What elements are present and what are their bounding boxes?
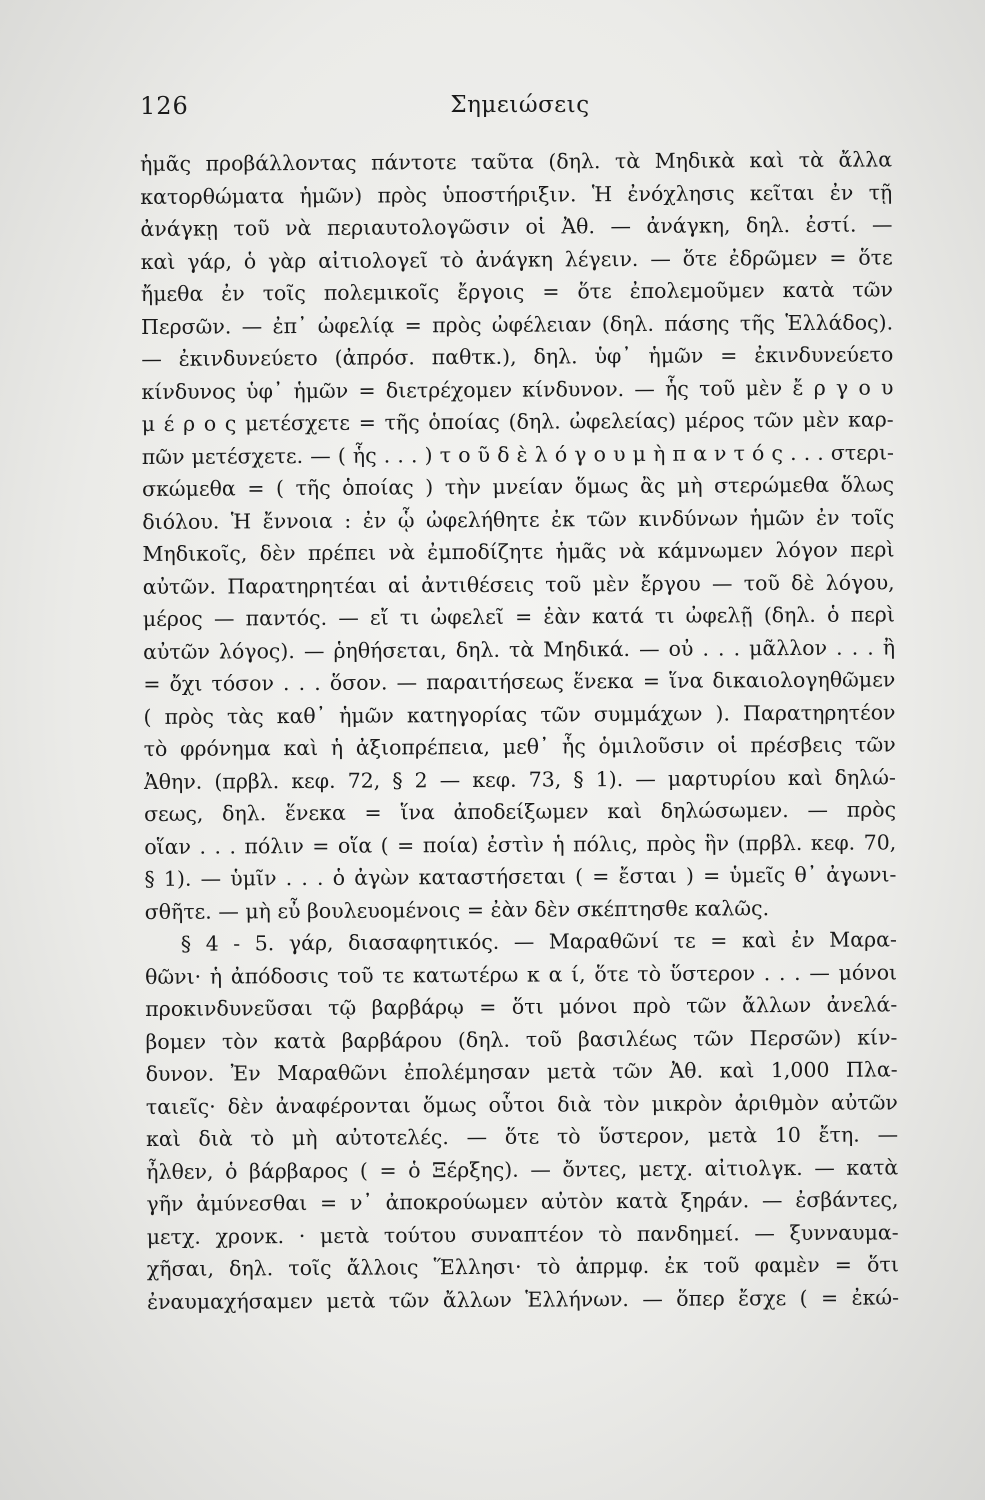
text-line: οἵαν . . . πόλιν = οἵα ( = ποία) ἐστὶν ἡ πόλις, πρὸς ἣν (πρβλ. κεφ. 70, <box>144 829 897 859</box>
text-line: ταιεῖς· δὲν ἀναφέρονται ὅμως οὗτοι διὰ τὸν μικρὸν ἀριθμὸν αὐτῶν <box>145 1089 898 1119</box>
text-line: πῶν μετέσχετε. — ( ἧς . . . ) τ ο ῦ δ ὲ λ ό γ ο υ μ ὴ π α ν τ ό ς . . . στερι- <box>141 439 894 469</box>
text-line: μετχ. χρονκ. · μετὰ τούτου συναπτέον τὸ πανδημεί. — ξυνναυμα- <box>146 1219 899 1249</box>
text-line: τὸ φρόνημα καὶ ἡ ἀξιοπρέπεια, μεθ᾽ ἧς ὁμιλοῦσιν οἱ πρέσβεις τῶν <box>143 732 896 761</box>
text-line: δυνον. Ἐν Μαραθῶνι ἐπολέμησαν μετὰ τῶν Ἀθ. καὶ 1,000 Πλα- <box>145 1057 898 1086</box>
text-line: αὐτῶν. Παρατηρητέαι αἱ ἀντιθέσεις τοῦ μὲν ἔργου — τοῦ δὲ λόγου, <box>142 569 895 599</box>
text-line: καὶ γάρ, ὁ γὰρ αἰτιολογεῖ τὸ ἀνάγκη λέγειν. — ὅτε ἐδρῶμεν = ὅτε <box>140 244 893 274</box>
text-line: = ὄχι τόσον . . . ὅσον. — παραιτήσεως ἕνεκα = ἵνα δικαιολογηθῶμεν <box>143 667 896 696</box>
text-line: θῶνι· ἡ ἀπόδοσις τοῦ τε κατωτέρω κ α ί, ὅτε τὸ ὕστερον . . . — μόνοι <box>144 959 898 989</box>
text-line: διόλου. Ἡ ἔννοια : ἐν ᾧ ὠφελήθητε ἐκ τῶν κινδύνων ἡμῶν ἐν τοῖς <box>142 504 895 534</box>
page-header <box>140 92 900 132</box>
page-body-text <box>140 143 899 1318</box>
text-line: ἦλθεν, ὁ βάρβαρος ( = ὁ Ξέρξης). — ὄντες, μετχ. αἰτιολγκ. — κατὰ <box>146 1154 899 1184</box>
text-line: βομεν τὸν κατὰ βαρβάρου (δηλ. τοῦ βασιλέως τῶν Περσῶν) κίν- <box>145 1024 898 1054</box>
text-line: σθῆτε. — μὴ εὖ βουλευομένοις = ἐὰν δὲν σκέπτησθε καλῶς. <box>144 895 770 924</box>
running-title: Σημειώσεις <box>450 92 590 118</box>
text-line: χῆσαι, δηλ. τοῖς ἄλλοις Ἕλλησι· τὸ ἀπρμφ. ἐκ τοῦ φαμὲν = ὅτι <box>146 1252 899 1281</box>
text-line: κατορθώματα ἡμῶν) πρὸς ὑποστήριξιν. Ἡ ἐνόχλησις κεῖται ἐν τῇ <box>140 179 893 209</box>
text-line: Ἀθην. (πρβλ. κεφ. 72, § 2 — κεφ. 73, § 1). — μαρτυρίου καὶ δηλώ- <box>143 764 896 794</box>
text-line: ἡμᾶς προβάλλοντας πάντοτε ταῦτα (δηλ. τὰ Μηδικὰ καὶ τὰ ἄλλα <box>140 147 893 176</box>
text-line: προκινδυνεῦσαι τῷ βαρβάρῳ = ὅτι μόνοι πρὸ τῶν ἄλλων ἀνελά- <box>145 992 898 1021</box>
text-line: § 1). — ὑμῖν . . . ὁ ἀγὼν καταστήσεται ( = ἔσται ) = ὑμεῖς θ᾽ ἀγωνι- <box>144 862 897 891</box>
text-line: καὶ διὰ τὸ μὴ αὐτοτελές. — ὅτε τὸ ὕστερον, μετὰ 10 ἔτη. — <box>145 1122 899 1151</box>
text-line: Μηδικοῖς, δὲν πρέπει νὰ ἐμποδίζητε ἡμᾶς νὰ κάμνωμεν λόγον περὶ <box>142 537 895 566</box>
page-number: 126 <box>140 92 189 120</box>
text-line: αὐτῶν λόγος). — ῥηθήσεται, δηλ. τὰ Μηδικά. — οὐ . . . μᾶλλον . . . ἢ <box>143 634 896 664</box>
text-line: Περσῶν. — ἐπ᾽ ὠφελίᾳ = πρὸς ὠφέλειαν (δηλ. πάσης τῆς Ἑλλάδος). <box>141 309 894 339</box>
text-line: — ἐκινδυνεύετο (ἀπρόσ. παθτκ.), δηλ. ὑφ᾽ ἡμῶν = ἐκινδυνεύετο <box>141 342 894 371</box>
text-line: μέρος — παντός. — εἴ τι ὠφελεῖ = ἐὰν κατά τι ὠφελῇ (δηλ. ὁ περὶ <box>142 602 895 631</box>
text-line: μ έ ρ ο ς μετέσχετε = τῆς ὁποίας (δηλ. ὠφελείας) μέρος τῶν μὲν καρ- <box>141 407 894 436</box>
text-line: ἀνάγκῃ τοῦ νὰ περιαυτολογῶσιν οἱ Ἀθ. — ἀνάγκη, δηλ. ἐστί. — <box>140 212 893 241</box>
paragraph-start-line: § 4 - 5. γάρ, διασαφητικός. — Μαραθῶνί τε = καὶ ἐν Μαρα- <box>180 927 897 956</box>
text-line: κίνδυνος ὑφ᾽ ἡμῶν = διετρέχομεν κίνδυνον. — ἧς τοῦ μὲν ἔ ρ γ ο υ <box>141 374 894 404</box>
text-line: σεως, δηλ. ἕνεκα = ἵνα ἀποδείξωμεν καὶ δηλώσωμεν. — πρὸς <box>143 797 897 826</box>
text-line: ἤμεθα ἐν τοῖς πολεμικοῖς ἔργοις = ὅτε ἐπολεμοῦμεν κατὰ τῶν <box>140 277 893 306</box>
text-line: ἐναυμαχήσαμεν μετὰ τῶν ἄλλων Ἑλλήνων. — ὅπερ ἔσχε ( = ἐκώ- <box>146 1284 900 1314</box>
text-line: ( πρὸς τὰς καθ᾽ ἡμῶν κατηγορίας τῶν συμμάχων ). Παρατηρητέον <box>143 699 896 729</box>
text-line: σκώμεθα = ( τῆς ὁποίας ) τὴν μνείαν ὅμως ἂς μὴ στερώμεθα ὅλως <box>142 472 895 501</box>
text-line: γῆν ἀμύνεσθαι = ν᾽ ἀποκρούωμεν αὐτὸν κατὰ ξηράν. — ἐσβάντες, <box>146 1187 899 1216</box>
